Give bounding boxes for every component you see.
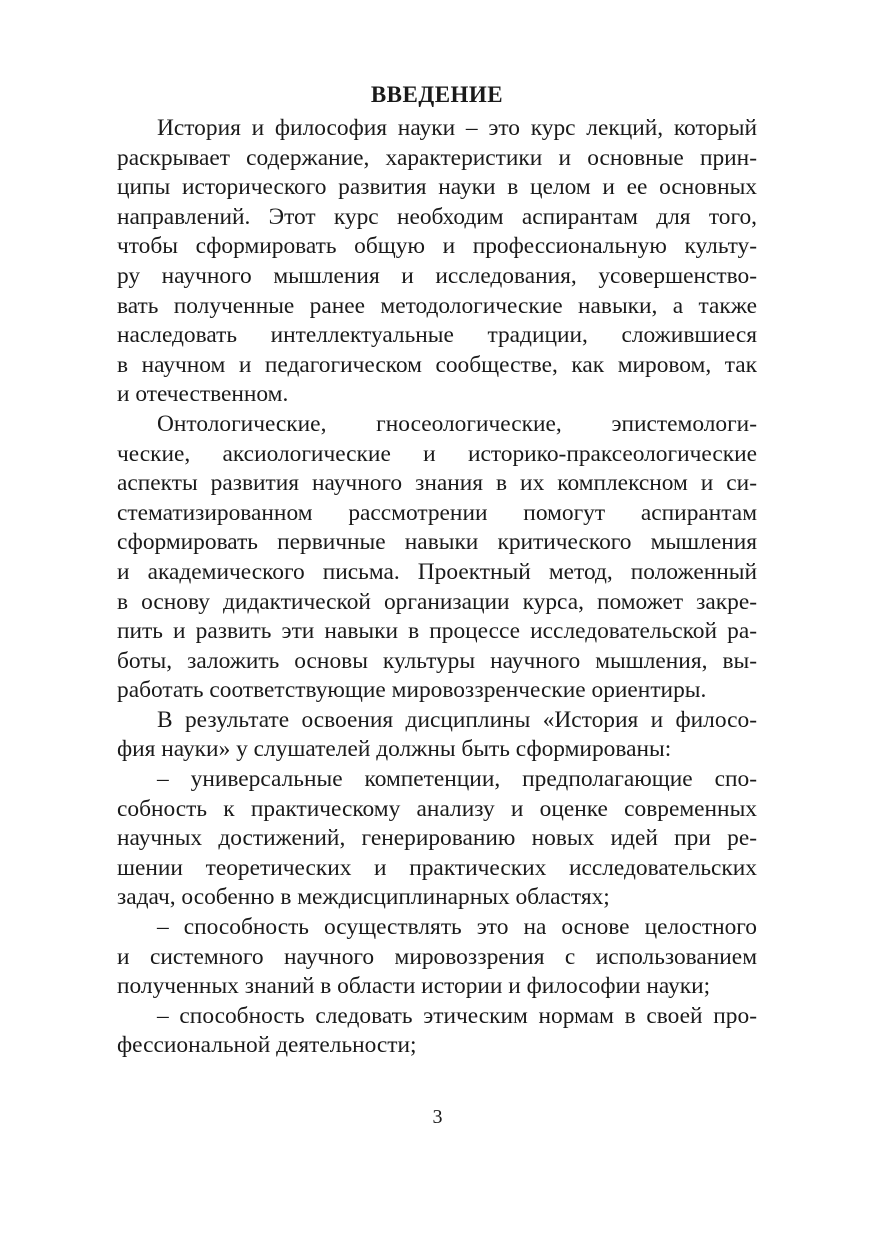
text-line: В результате освоения дисциплины «История и филосо- [157, 706, 757, 733]
text-line: в основу дидактической организации курса, поможет закре- [117, 588, 757, 615]
text-line: стематизированном рассмотрении помогут аспирантам [117, 499, 757, 526]
text-line: научных достижений, генерированию новых идей при ре- [117, 825, 757, 852]
page-number: 3 [432, 1106, 443, 1128]
text-line: и системного научного мировоззрения с использованием [117, 943, 757, 970]
list-item-ethics [117, 1002, 757, 1061]
paragraph-aspects [117, 410, 757, 706]
page-title: ВВЕДЕНИЕ [370, 82, 504, 107]
text-line: История и философия науки – это курс лекций, который [157, 115, 757, 141]
list-item-worldview [117, 913, 757, 1002]
text-line: ру научного мышления и исследования, усовершенство- [117, 262, 757, 289]
text-line: Онтологические, гносеологические, эпистемологи- [157, 410, 757, 437]
text-line: аспекты развития научного знания в их комплексном и си- [117, 470, 757, 497]
text-line: пить и развить эти навыки в процессе исследовательской ра- [117, 618, 757, 645]
text-line: ческие, аксиологические и историко-праксеологические [117, 440, 757, 467]
text-line: вать полученные ранее методологические навыки, а также [117, 292, 757, 319]
paragraph-results [117, 706, 757, 765]
text-line: фессиональной деятельности; [117, 1032, 417, 1059]
text-line: сформировать первичные навыки критического мышления [117, 529, 757, 556]
text-line: чтобы сформировать общую и профессиональную культу- [117, 233, 757, 260]
text-line: раскрывает содержание, характеристики и основные прин- [117, 144, 757, 171]
text-line: работать соответствующие мировоззренческие ориентиры. [117, 677, 707, 704]
paragraph-intro [117, 114, 757, 410]
text-line: ципы исторического развития науки в целом и ее основных [117, 174, 757, 201]
text-line: фия науки» у слушателей должны быть сформированы: [117, 736, 672, 763]
text-line: и академического письма. Проектный метод, положенный [117, 558, 757, 585]
text-line: направлений. Этот курс необходим аспирантам для того, [117, 203, 757, 230]
text-line: шении теоретических и практических исследовательских [117, 854, 757, 881]
text-line: полученных знаний в области истории и философии науки; [117, 973, 711, 1000]
text-line: наследовать интеллектуальные традиции, сложившиеся [117, 322, 757, 349]
list-item-universal-competencies [117, 765, 757, 913]
text-line: боты, заложить основы культуры научного мышления, вы- [117, 647, 757, 674]
page-body [117, 80, 757, 1061]
text-line: – способность осуществлять это на основе целостного [157, 914, 757, 941]
text-line: в научном и педагогическом сообществе, как мировом, так [117, 351, 757, 378]
text-line: – способность следовать этическим нормам в своей про- [157, 1002, 757, 1029]
text-line: собность к практическому анализу и оценке современных [117, 795, 757, 822]
text-line: – универсальные компетенции, предполагающие спо- [157, 766, 757, 793]
text-line: и отечественном. [117, 381, 289, 408]
text-line: задач, особенно в междисциплинарных областях; [117, 884, 610, 911]
